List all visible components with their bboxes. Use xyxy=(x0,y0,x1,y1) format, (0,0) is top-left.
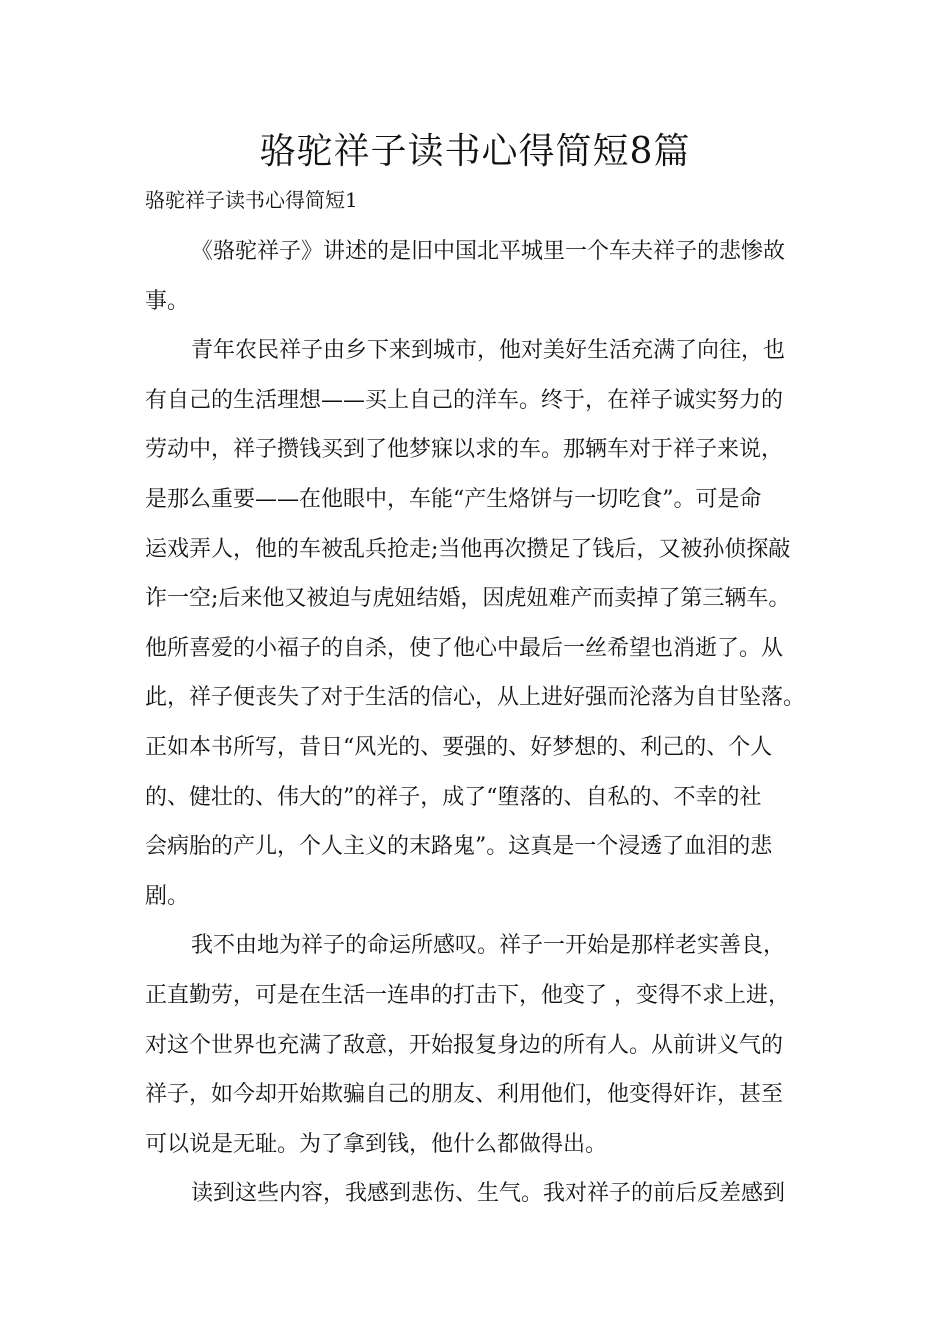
text-line: 祥子，如今却开始欺骗自己的朋友、利用他们，他变得奸诈，甚至 xyxy=(145,1082,784,1108)
document-title: 骆驼祥子读书心得简短8篇 xyxy=(259,131,691,172)
paragraph-1 xyxy=(145,234,825,333)
text-line: 可以说是无耻。为了拿到钱，他什么都做得出。 xyxy=(145,1131,608,1157)
text-line: 是那么重要——在他眼中，车能“产生烙饼与一切吃食”。可是命 xyxy=(145,486,762,512)
text-line: 劳动中，祥子攒钱买到了他梦寐以求的车。那辆车对于祥子来说， xyxy=(145,437,784,463)
document-body xyxy=(145,234,825,1226)
text-line: 有自己的生活理想——买上自己的洋车。终于，在祥子诚实努力的 xyxy=(145,387,784,413)
text-line: 运戏弄人，他的车被乱兵抢走;当他再次攒足了钱后，又被孙侦探敲 xyxy=(145,536,791,562)
text-line: 事。 xyxy=(145,288,190,314)
text-line: 青年农民祥子由乡下来到城市，他对美好生活充满了向往，也 xyxy=(191,338,786,364)
text-line: 剧。 xyxy=(145,883,190,909)
text-line: 读到这些内容，我感到悲伤、生气。我对祥子的前后反差感到 xyxy=(191,1181,786,1207)
text-line: 我不由地为祥子的命运所感叹。祥子一开始是那样老实善良， xyxy=(191,933,786,959)
text-line: 正如本书所写，昔日“风光的、要强的、好梦想的、利己的、个人 xyxy=(145,734,773,760)
paragraph-2 xyxy=(145,333,825,928)
text-line: 《骆驼祥子》讲述的是旧中国北平城里一个车夫祥子的悲惨故 xyxy=(191,239,786,264)
paragraph-4 xyxy=(145,1176,825,1226)
section-heading: 骆驼祥子读书心得简短1 xyxy=(145,188,358,212)
text-line: 诈一空;后来他又被迫与虎妞结婚，因虎妞难产而卖掉了第三辆车。 xyxy=(145,586,791,612)
text-line: 正直勤劳，可是在生活一连串的打击下，他变了 ，变得不求上进， xyxy=(145,982,790,1008)
text-line: 的、健壮的、伟大的”的祥子，成了“堕落的、自私的、不幸的社 xyxy=(145,784,762,810)
text-line: 此，祥子便丧失了对于生活的信心，从上进好强而沦落为自甘坠落。 xyxy=(145,685,806,711)
paragraph-3 xyxy=(145,928,825,1176)
text-line: 他所喜爱的小福子的自杀，使了他心中最后一丝希望也消逝了。从 xyxy=(145,635,784,661)
text-line: 对这个世界也充满了敌意，开始报复身边的所有人。从前讲义气的 xyxy=(145,1032,784,1058)
text-line: 会病胎的产儿，个人主义的末路鬼”。这真是一个浸透了血泪的悲 xyxy=(145,834,773,860)
